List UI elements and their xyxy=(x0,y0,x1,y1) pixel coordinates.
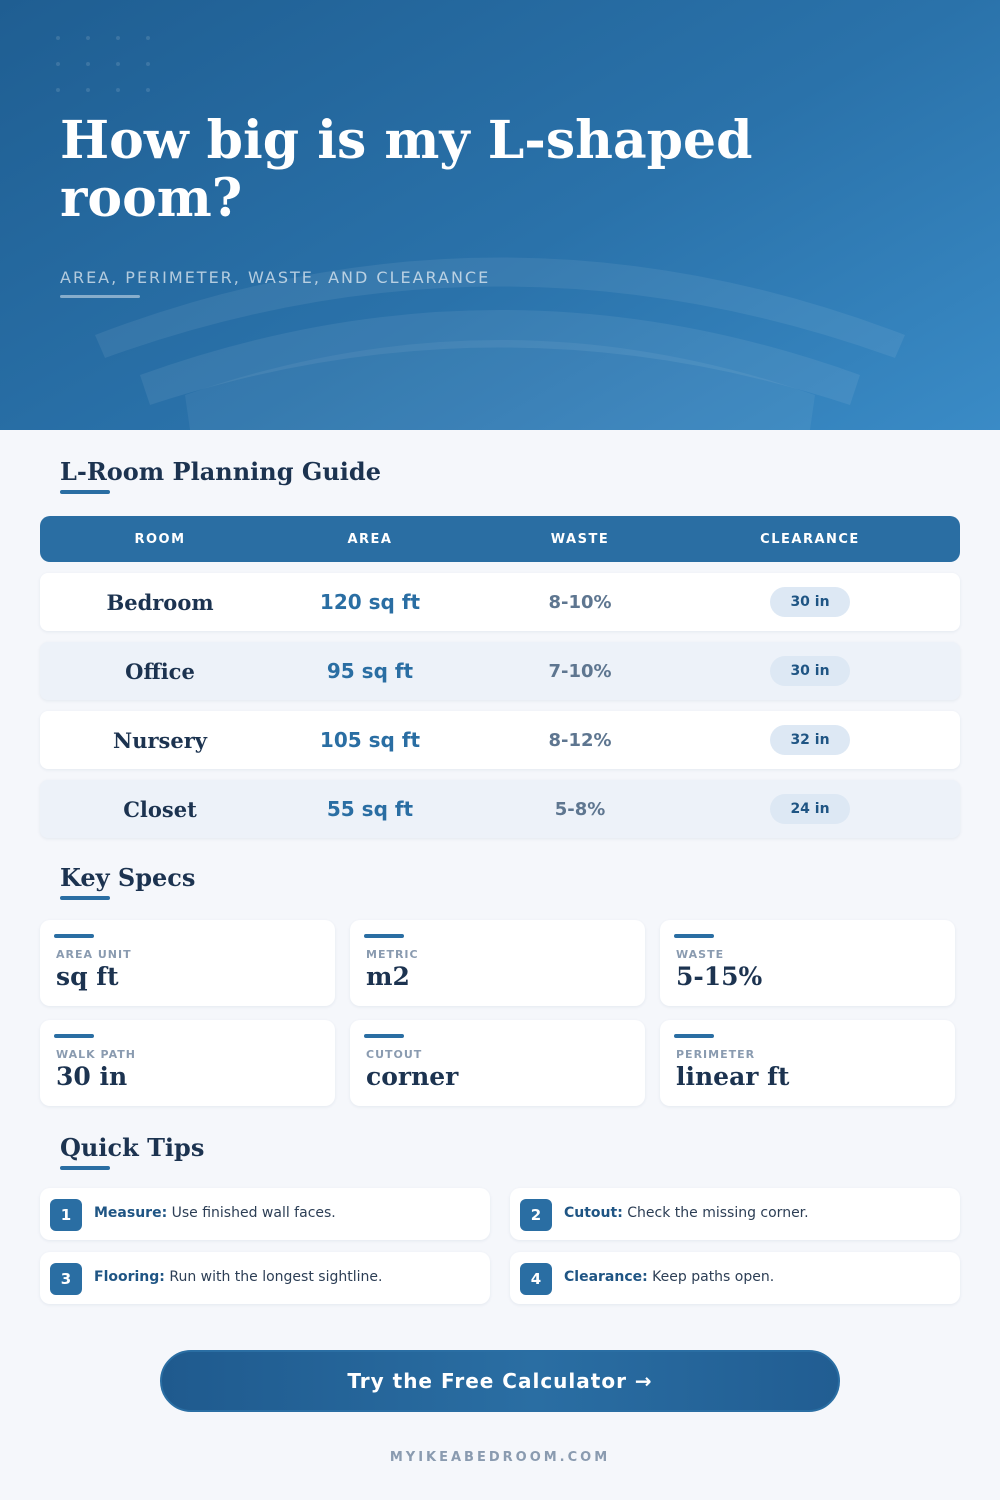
spec-card xyxy=(40,920,335,1006)
spec-card xyxy=(40,1020,335,1106)
spec-label: WASTE xyxy=(676,948,725,961)
specs-section-title: Key Specs xyxy=(60,863,196,892)
planning-guide-table xyxy=(40,516,960,838)
tip-text xyxy=(564,1205,809,1221)
spec-accent-bar xyxy=(674,1034,714,1038)
spec-accent-bar xyxy=(364,934,404,938)
clearance-badge: 24 in xyxy=(770,794,850,824)
column-header-waste: WASTE xyxy=(550,531,610,547)
room-area: 105 sq ft xyxy=(319,728,421,752)
room-area: 55 sq ft xyxy=(326,797,414,821)
tip-card xyxy=(510,1188,960,1240)
tip-body: Check the missing corner. xyxy=(622,1205,809,1221)
tips-title-underline xyxy=(60,1166,110,1170)
tip-number-badge: 2 xyxy=(520,1199,552,1231)
table-row xyxy=(40,780,960,838)
spec-accent-bar xyxy=(54,1034,94,1038)
spec-accent-bar xyxy=(674,934,714,938)
hero-banner xyxy=(0,0,1000,430)
free-calculator-button[interactable]: Try the Free Calculator → xyxy=(160,1350,840,1412)
room-name: Office xyxy=(125,658,195,684)
spec-value: sq ft xyxy=(56,962,119,991)
tip-label: Flooring: xyxy=(94,1269,165,1285)
spec-label: PERIMETER xyxy=(676,1048,756,1061)
spec-label: METRIC xyxy=(366,948,419,961)
room-area: 95 sq ft xyxy=(326,659,414,683)
spec-card xyxy=(660,1020,955,1106)
clearance-badge: 32 in xyxy=(770,725,850,755)
tips-section-title: Quick Tips xyxy=(60,1133,205,1162)
clearance-cell xyxy=(700,656,920,686)
clearance-badge: 30 in xyxy=(770,656,850,686)
table-row xyxy=(40,573,960,631)
clearance-cell xyxy=(700,587,920,617)
clearance-badge: 30 in xyxy=(770,587,850,617)
spec-card xyxy=(350,1020,645,1106)
tip-body: Use finished wall faces. xyxy=(167,1205,336,1221)
tip-label: Cutout: xyxy=(564,1205,623,1221)
room-waste: 8-12% xyxy=(548,729,612,751)
table-header xyxy=(40,516,960,562)
tip-text xyxy=(564,1269,774,1285)
spec-value: 5-15% xyxy=(676,962,763,991)
tip-text xyxy=(94,1269,382,1285)
page-title: How big is my L-shaped room? xyxy=(60,110,753,229)
column-header-clearance: CLEARANCE xyxy=(760,531,860,547)
specs-title-underline xyxy=(60,896,110,900)
tip-body: Run with the longest sightline. xyxy=(164,1269,383,1285)
spec-card xyxy=(660,920,955,1006)
room-waste: 5-8% xyxy=(554,798,606,820)
tip-label: Measure: xyxy=(94,1205,168,1221)
spec-accent-bar xyxy=(364,1034,404,1038)
room-waste: 7-10% xyxy=(548,660,612,682)
room-waste: 8-10% xyxy=(548,591,612,613)
spec-value: m2 xyxy=(366,962,410,991)
tip-card xyxy=(40,1252,490,1304)
spec-accent-bar xyxy=(54,934,94,938)
subtitle-underline xyxy=(60,295,140,298)
spec-label: WALK PATH xyxy=(56,1048,136,1061)
clearance-cell xyxy=(700,794,920,824)
table-row xyxy=(40,642,960,700)
page-subtitle: AREA, PERIMETER, WASTE, AND CLEARANCE xyxy=(60,268,491,287)
room-area: 120 sq ft xyxy=(319,590,421,614)
spec-value: linear ft xyxy=(676,1062,790,1091)
guide-title-underline xyxy=(60,490,110,494)
spec-value: corner xyxy=(366,1062,459,1091)
spec-label: CUTOUT xyxy=(366,1048,423,1061)
room-name: Closet xyxy=(123,796,197,822)
tip-label: Clearance: xyxy=(564,1269,648,1285)
table-row xyxy=(40,711,960,769)
clearance-cell xyxy=(700,725,920,755)
tip-number-badge: 3 xyxy=(50,1263,82,1295)
column-header-area: AREA xyxy=(347,531,393,547)
spec-value: 30 in xyxy=(56,1062,128,1091)
guide-section-title: L-Room Planning Guide xyxy=(60,457,381,486)
tip-card xyxy=(40,1188,490,1240)
column-header-room: ROOM xyxy=(134,531,186,547)
tip-card xyxy=(510,1252,960,1304)
spec-label: AREA UNIT xyxy=(56,948,132,961)
footer-site-link[interactable]: MYIKEABEDROOM.COM xyxy=(389,1450,611,1465)
room-name: Nursery xyxy=(113,727,207,753)
tip-number-badge: 1 xyxy=(50,1199,82,1231)
tip-body: Keep paths open. xyxy=(647,1269,775,1285)
room-name: Bedroom xyxy=(106,589,214,615)
tip-text xyxy=(94,1205,336,1221)
tip-number-badge: 4 xyxy=(520,1263,552,1295)
spec-card xyxy=(350,920,645,1006)
